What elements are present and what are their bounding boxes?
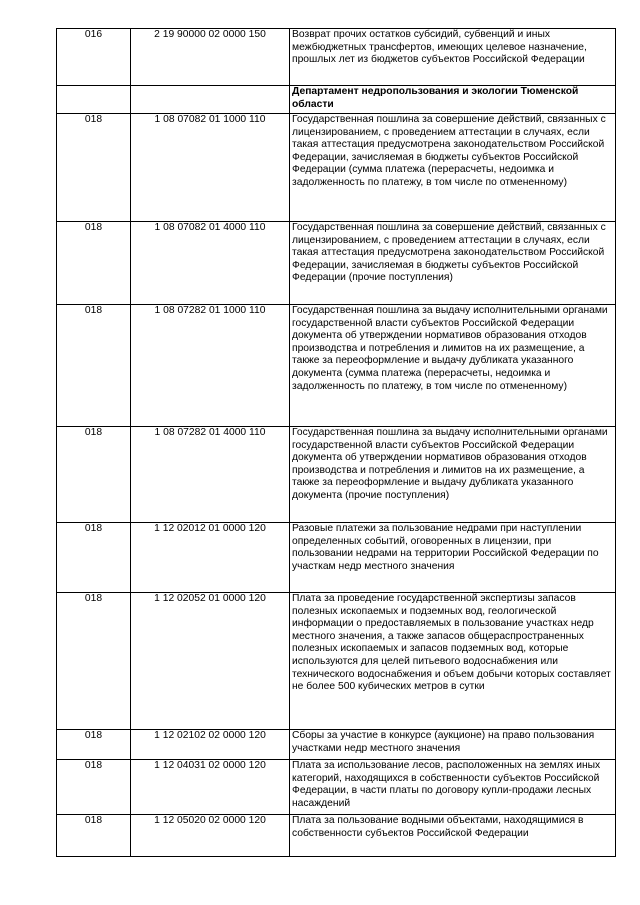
- table-row: [57, 523, 616, 593]
- budget-code-cell: 2 19 90000 02 0000 150: [131, 29, 290, 86]
- budget-code-cell: [131, 86, 290, 114]
- admin-code-cell: 018: [57, 427, 131, 523]
- department-name-cell: Департамент недропользования и экологии Тюменской области: [290, 86, 616, 114]
- table-row: [57, 593, 616, 730]
- table-row: [57, 427, 616, 523]
- admin-code-cell: 018: [57, 730, 131, 760]
- table-row: [57, 29, 616, 86]
- budget-code-cell: 1 12 02052 01 0000 120: [131, 593, 290, 730]
- admin-code-cell: 018: [57, 593, 131, 730]
- revenue-name-cell: Возврат прочих остатков субсидий, субвенций и иных межбюджетных трансфертов, имеющих целевое назначение, прошлых лет из бюджетов субъектов Российской Федерации: [290, 29, 616, 86]
- revenue-name-cell: Государственная пошлина за выдачу исполнительными органами государственной власти субъектов Российской Федерации документа об утверждении нормативов образования отходов производства и потребления и лимитов на их размещение, а также за переоформление и выдачу дубликата указанного документа (прочие поступления): [290, 427, 616, 523]
- budget-code-cell: 1 12 02102 02 0000 120: [131, 730, 290, 760]
- admin-code-cell: 018: [57, 815, 131, 857]
- revenue-name-cell: Плата за проведение государственной экспертизы запасов полезных ископаемых и подземных вод, геологической информации о предоставляемых в пользование участках недр местного значения, а также запасов общераспространенных полезных ископаемых и запасов подземных вод, которые используются для целей питьевого водоснабжения или технического водоснабжения и объем добычи которых составляет не более 500 кубических метров в сутки: [290, 593, 616, 730]
- admin-code-cell: 018: [57, 523, 131, 593]
- revenue-name-cell: Сборы за участие в конкурсе (аукционе) на право пользования участками недр местного значения: [290, 730, 616, 760]
- budget-code-cell: 1 12 05020 02 0000 120: [131, 815, 290, 857]
- revenue-name-cell: Разовые платежи за пользование недрами при наступлении определенных событий, оговоренных в лицензии, при пользовании недрами на территории Российской Федерации по участкам недр местного значения: [290, 523, 616, 593]
- table-row: [57, 815, 616, 857]
- table-row: [57, 222, 616, 305]
- budget-code-cell: 1 12 04031 02 0000 120: [131, 760, 290, 815]
- table-row: [57, 114, 616, 222]
- revenue-name-cell: Плата за использование лесов, расположенных на землях иных категорий, находящихся в собственности субъектов Российской Федерации, в части платы по договору купли-продажи лесных насаждений: [290, 760, 616, 815]
- admin-code-cell: 016: [57, 29, 131, 86]
- revenue-code-table: [56, 28, 616, 857]
- budget-code-cell: 1 08 07282 01 4000 110: [131, 427, 290, 523]
- department-heading-row: [57, 86, 616, 114]
- admin-code-cell: 018: [57, 305, 131, 427]
- admin-code-cell: 018: [57, 760, 131, 815]
- table-row: [57, 730, 616, 760]
- revenue-name-cell: Государственная пошлина за совершение действий, связанных с лицензированием, с проведением аттестации в случаях, если такая аттестация предусмотрена законодательством Российской Федерации, зачисляемая в бюджеты субъектов Российской Федерации (сумма платежа (перерасчеты, недоимка и задолженность по платежу, в том числе по отмененному): [290, 114, 616, 222]
- table-row: [57, 760, 616, 815]
- admin-code-cell: [57, 86, 131, 114]
- budget-code-cell: 1 08 07082 01 4000 110: [131, 222, 290, 305]
- budget-code-cell: 1 08 07082 01 1000 110: [131, 114, 290, 222]
- revenue-name-cell: Государственная пошлина за выдачу исполнительными органами государственной власти субъектов Российской Федерации документа об утверждении нормативов образования отходов производства и потребления и лимитов на их размещение, а также за переоформление и выдачу дубликата указанного документа (сумма платежа (перерасчеты, недоимка и задолженность по платежу, в том числе по отмененному): [290, 305, 616, 427]
- revenue-name-cell: Государственная пошлина за совершение действий, связанных с лицензированием, с проведением аттестации в случаях, если такая аттестация предусмотрена законодательством Российской Федерации, зачисляемая в бюджеты субъектов Российской Федерации (прочие поступления): [290, 222, 616, 305]
- revenue-name-cell: Плата за пользование водными объектами, находящимися в собственности субъектов Российской Федерации: [290, 815, 616, 857]
- budget-code-cell: 1 08 07282 01 1000 110: [131, 305, 290, 427]
- admin-code-cell: 018: [57, 222, 131, 305]
- table-body: [57, 29, 616, 857]
- table-row: [57, 305, 616, 427]
- admin-code-cell: 018: [57, 114, 131, 222]
- budget-code-cell: 1 12 02012 01 0000 120: [131, 523, 290, 593]
